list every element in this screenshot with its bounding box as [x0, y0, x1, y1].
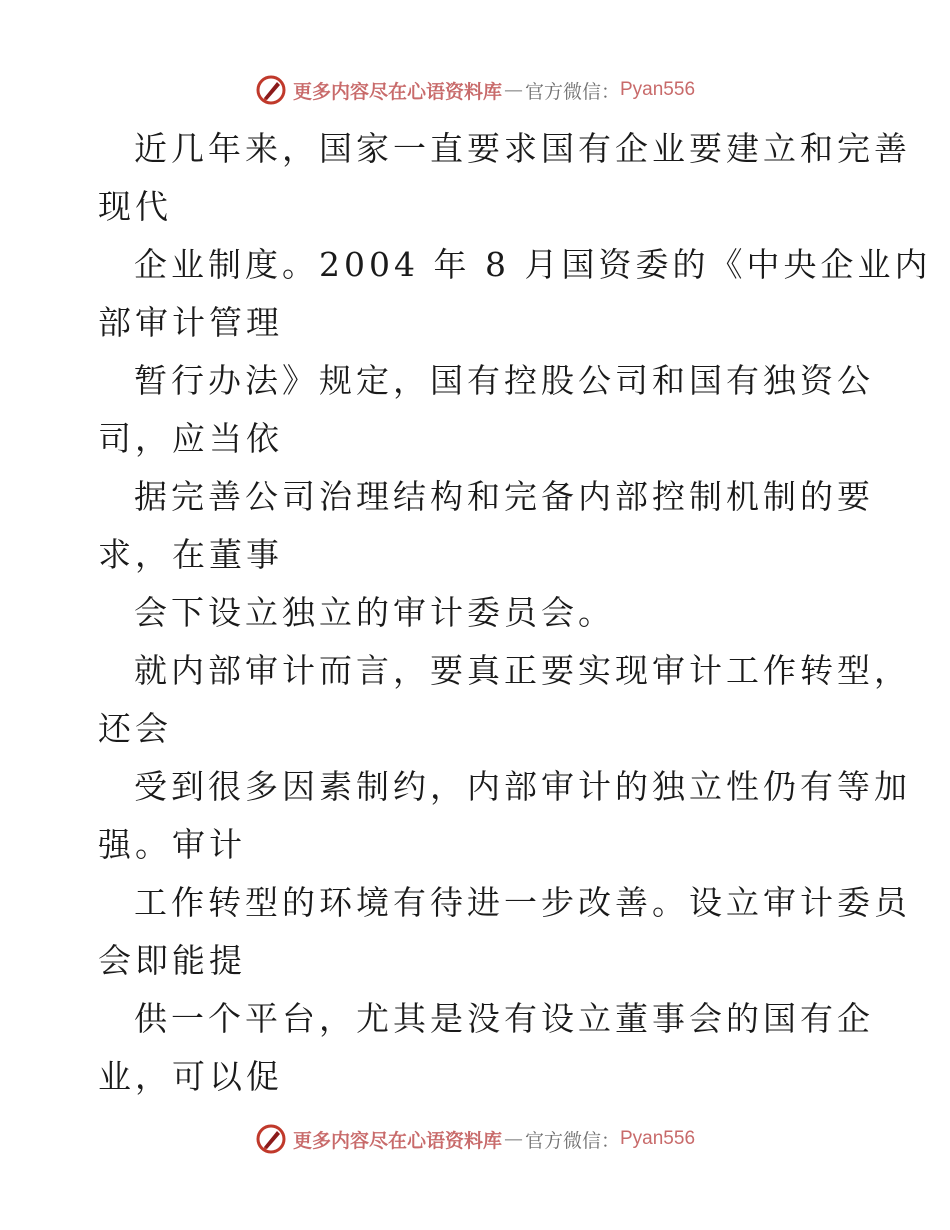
text-line: 近几年来，国家一直要求国有企业要建立和完善	[134, 129, 911, 168]
text-line: 企业制度。2004 年 8 月国资委的《中央企业内	[134, 245, 932, 284]
text-line: 求，在董事	[98, 535, 283, 574]
header-wechat-label: 官方微信：	[524, 80, 620, 103]
text-line: 现代	[98, 187, 172, 226]
pen-logo-icon	[255, 1123, 287, 1155]
footer-site-text: 更多内容尽在心语资料库	[292, 1129, 502, 1152]
text-line: 就内部审计而言，要真正要实现审计工作转型，	[134, 651, 911, 690]
header-separator: —	[503, 79, 523, 101]
header-site-text: 更多内容尽在心语资料库	[292, 80, 502, 103]
pen-logo-icon	[255, 74, 287, 106]
text-line: 会即能提	[98, 941, 246, 980]
footer-banner	[0, 1119, 950, 1159]
text-line: 据完善公司治理结构和完备内部控制机制的要	[134, 477, 874, 516]
header-wechat-id: Pyan556	[620, 79, 696, 100]
text-line: 还会	[98, 709, 172, 748]
text-line: 工作转型的环境有待进一步改善。设立审计委员	[134, 883, 911, 922]
footer-separator: —	[503, 1128, 523, 1150]
text-line: 供一个平台，尤其是没有设立董事会的国有企	[134, 999, 874, 1038]
footer-wechat-id: Pyan556	[620, 1128, 696, 1149]
text-line: 部审计管理	[98, 303, 283, 342]
text-line: 受到很多因素制约，内部审计的独立性仍有等加	[134, 767, 911, 806]
footer-wechat-label: 官方微信：	[524, 1129, 620, 1152]
text-line: 强。审计	[98, 825, 246, 864]
header-banner	[0, 70, 950, 110]
text-line: 业，可以促	[98, 1057, 283, 1096]
text-line: 暂行办法》规定，国有控股公司和国有独资公	[134, 361, 874, 400]
text-line: 司，应当依	[98, 419, 283, 458]
text-line: 会下设立独立的审计委员会。	[134, 593, 615, 632]
document-body	[98, 120, 932, 1106]
